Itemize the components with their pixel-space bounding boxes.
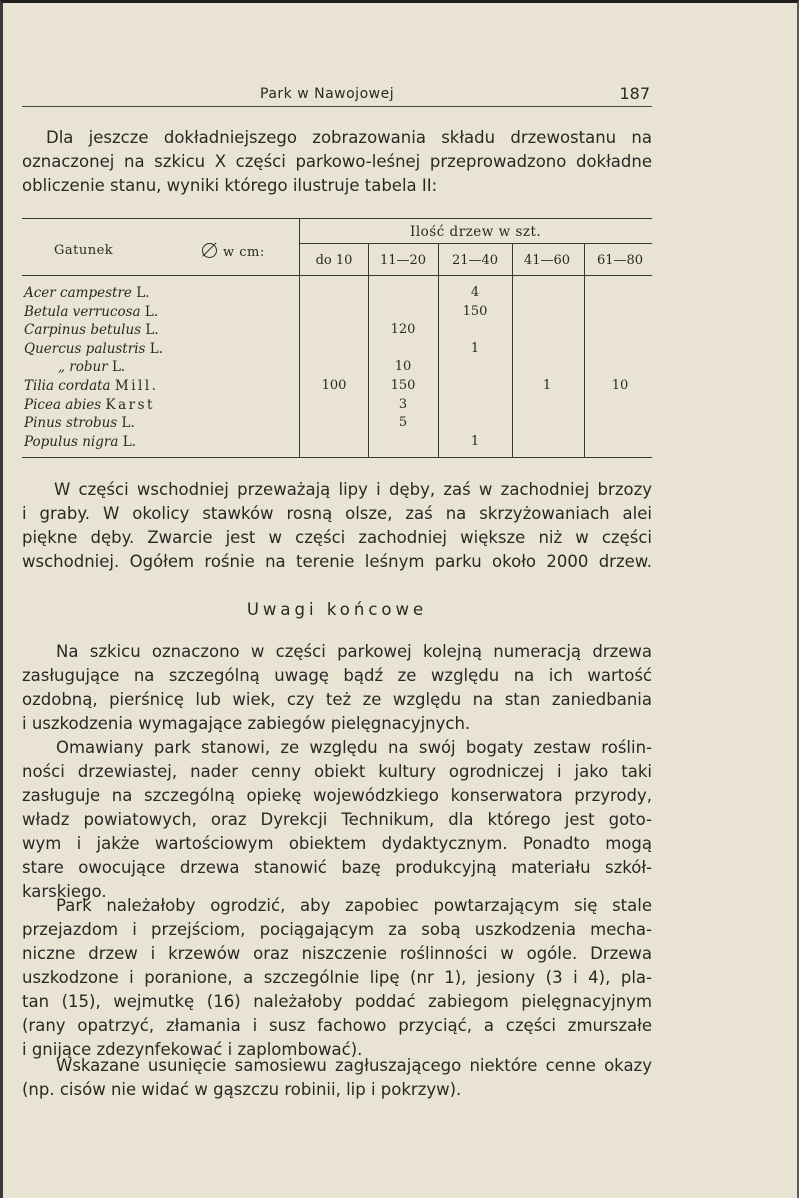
species-genus: „ robur xyxy=(58,359,108,376)
paragraph-value xyxy=(22,736,652,904)
species-name xyxy=(58,359,125,375)
species-author: Karst xyxy=(105,396,155,413)
size-class-header: 41—60 xyxy=(523,253,571,268)
count-cell: 10 xyxy=(611,378,629,393)
species-name xyxy=(24,304,158,320)
species-column-header: Gatunek xyxy=(54,243,114,258)
species-author: L. xyxy=(144,303,159,320)
text-line: tan (15), wejmutkę (16) należałoby poddać zabiegom pielęgnacyjnym xyxy=(22,992,652,1011)
text-line: przejazdom i przejściom, pociągającym za sobą uszkodzenia mecha- xyxy=(22,920,652,939)
species-author: L. xyxy=(111,359,126,376)
count-cell: 1 xyxy=(470,433,480,449)
text-line: karskiego. xyxy=(22,882,107,901)
text-line: niczne drzew i krzewów oraz niszczenie roślinności w ogóle. Drzewa xyxy=(22,944,652,963)
size-class-header: 11—20 xyxy=(379,253,427,268)
text-line: Park należałoby ogrodzić, aby zapobiec powtarzającym się stale xyxy=(56,896,652,915)
text-line: ności drzewiastej, nader cenny obiekt kultury ogrodniczej i jako taki xyxy=(22,762,652,781)
species-author: L. xyxy=(122,433,136,450)
paragraph-distribution xyxy=(22,478,652,574)
text-line: i gnijące zdezynfekować i zaplombować). xyxy=(22,1040,363,1059)
text-line: (rany opatrzyć, złamania i susz fachowo przyciąć, a części zmurszałe xyxy=(22,1016,652,1035)
species-author: Mill. xyxy=(114,378,159,394)
species-table xyxy=(22,218,652,458)
text-line: ozdobną, pierśnicę lub wiek, czy też ze względu na stan zaniedbania xyxy=(22,690,652,709)
running-header xyxy=(22,84,652,107)
text-line: i graby. W okolicy stawków rosną olsze, zaś na skrzyżowaniach alei xyxy=(22,504,652,523)
species-genus: Quercus palustris xyxy=(24,340,146,357)
species-genus: Populus nigra xyxy=(24,433,119,450)
text-line: Na szkicu oznaczono w części parkowej kolejną numeracją drzewa xyxy=(56,642,652,661)
text-line: zasługuje na szczególną opiekę wojewódzkiego konserwatora przyrody, xyxy=(22,786,652,805)
species-name xyxy=(24,285,149,301)
count-cell: 4 xyxy=(470,285,480,300)
species-name xyxy=(24,415,135,431)
species-name xyxy=(24,341,163,357)
paragraph-marking xyxy=(22,640,652,736)
group-header: Ilość drzew w szt. xyxy=(410,224,542,240)
species-name xyxy=(24,397,155,413)
paragraph-removal xyxy=(22,1054,652,1102)
species-author: L. xyxy=(121,415,135,432)
count-cell: 100 xyxy=(321,378,347,393)
text-line: władz powiatowych, oraz Dyrekcji Technikum, dla którego jest goto- xyxy=(22,810,652,829)
species-genus: Tilia cordata xyxy=(24,378,111,394)
text-line: Omawiany park stanowi, ze względu na swój bogaty zestaw roślin- xyxy=(56,738,652,757)
count-cell: 3 xyxy=(398,396,408,412)
count-cell: 150 xyxy=(462,303,488,319)
text-line: Dla jeszcze dokładniejszego zobrazowania składu drzewostanu na xyxy=(46,128,652,147)
species-name xyxy=(24,322,159,338)
text-line: wym i jakże wartościowym obiektem dydaktycznym. Ponadto mogą xyxy=(22,834,652,853)
page-number: 187 xyxy=(619,84,650,103)
species-genus: Picea abies xyxy=(24,396,102,413)
species-name xyxy=(24,378,158,394)
intro-paragraph xyxy=(22,126,652,198)
text-line: W części wschodniej przeważają lipy i dęby, zaś w zachodniej brzozy xyxy=(54,480,652,499)
diameter-icon xyxy=(202,243,217,258)
text-line: oznaczonej na szkicu X części parkowo-leśnej przeprowadzono dokładne xyxy=(22,152,652,171)
text-line: wschodniej. Ogółem rośnie na terenie leśnym parku około 2000 drzew. xyxy=(22,552,652,571)
count-cell: 10 xyxy=(394,359,412,375)
size-class-header: do 10 xyxy=(315,253,353,268)
section-title: Uwagi końcowe xyxy=(246,600,428,619)
species-genus: Betula verrucosa xyxy=(24,303,141,320)
size-class-header: 61—80 xyxy=(596,253,644,268)
count-cell: 150 xyxy=(390,378,416,393)
count-cell: 1 xyxy=(470,340,480,356)
paragraph-fencing xyxy=(22,894,652,1062)
species-genus: Acer campestre xyxy=(24,285,132,301)
species-author: L. xyxy=(149,340,163,357)
text-line: i uszkodzenia wymagające zabiegów pielęgnacyjnych. xyxy=(22,714,471,733)
species-author: L. xyxy=(136,285,150,301)
count-cell: 120 xyxy=(390,322,416,338)
text-line: (np. cisów nie widać w gąszczu robinii, lip i pokrzyw). xyxy=(22,1080,462,1099)
species-name xyxy=(24,434,136,450)
species-genus: Carpinus betulus xyxy=(24,322,142,339)
species-author: L. xyxy=(145,322,159,339)
species-genus: Pinus strobus xyxy=(24,415,118,432)
text-line: stare owocujące drzewa stanowić bazę produkcyjną materiału szkół- xyxy=(22,858,652,877)
text-line: piękne dęby. Zwarcie jest w części zachodniej większe niż w części xyxy=(22,528,652,547)
running-title: Park w Nawojowej xyxy=(260,86,395,102)
size-class-header: 21—40 xyxy=(451,253,499,268)
text-line: uszkodzone i poranione, a szczególnie lipę (nr 1), jesiony (3 i 4), pla- xyxy=(22,968,652,987)
diameter-label: w cm: xyxy=(223,245,265,260)
diameter-column-header xyxy=(202,243,265,260)
count-cell: 5 xyxy=(398,415,408,431)
text-line: obliczenie stanu, wyniki którego ilustruje tabela II: xyxy=(22,176,438,195)
count-cell: 1 xyxy=(542,378,552,393)
text-line: Wskazane usunięcie samosiewu zagłuszającego niektóre cenne okazy xyxy=(56,1056,652,1075)
text-line: zasługujące na szczególną uwagę bądź ze względu na ich wartość xyxy=(22,666,652,685)
